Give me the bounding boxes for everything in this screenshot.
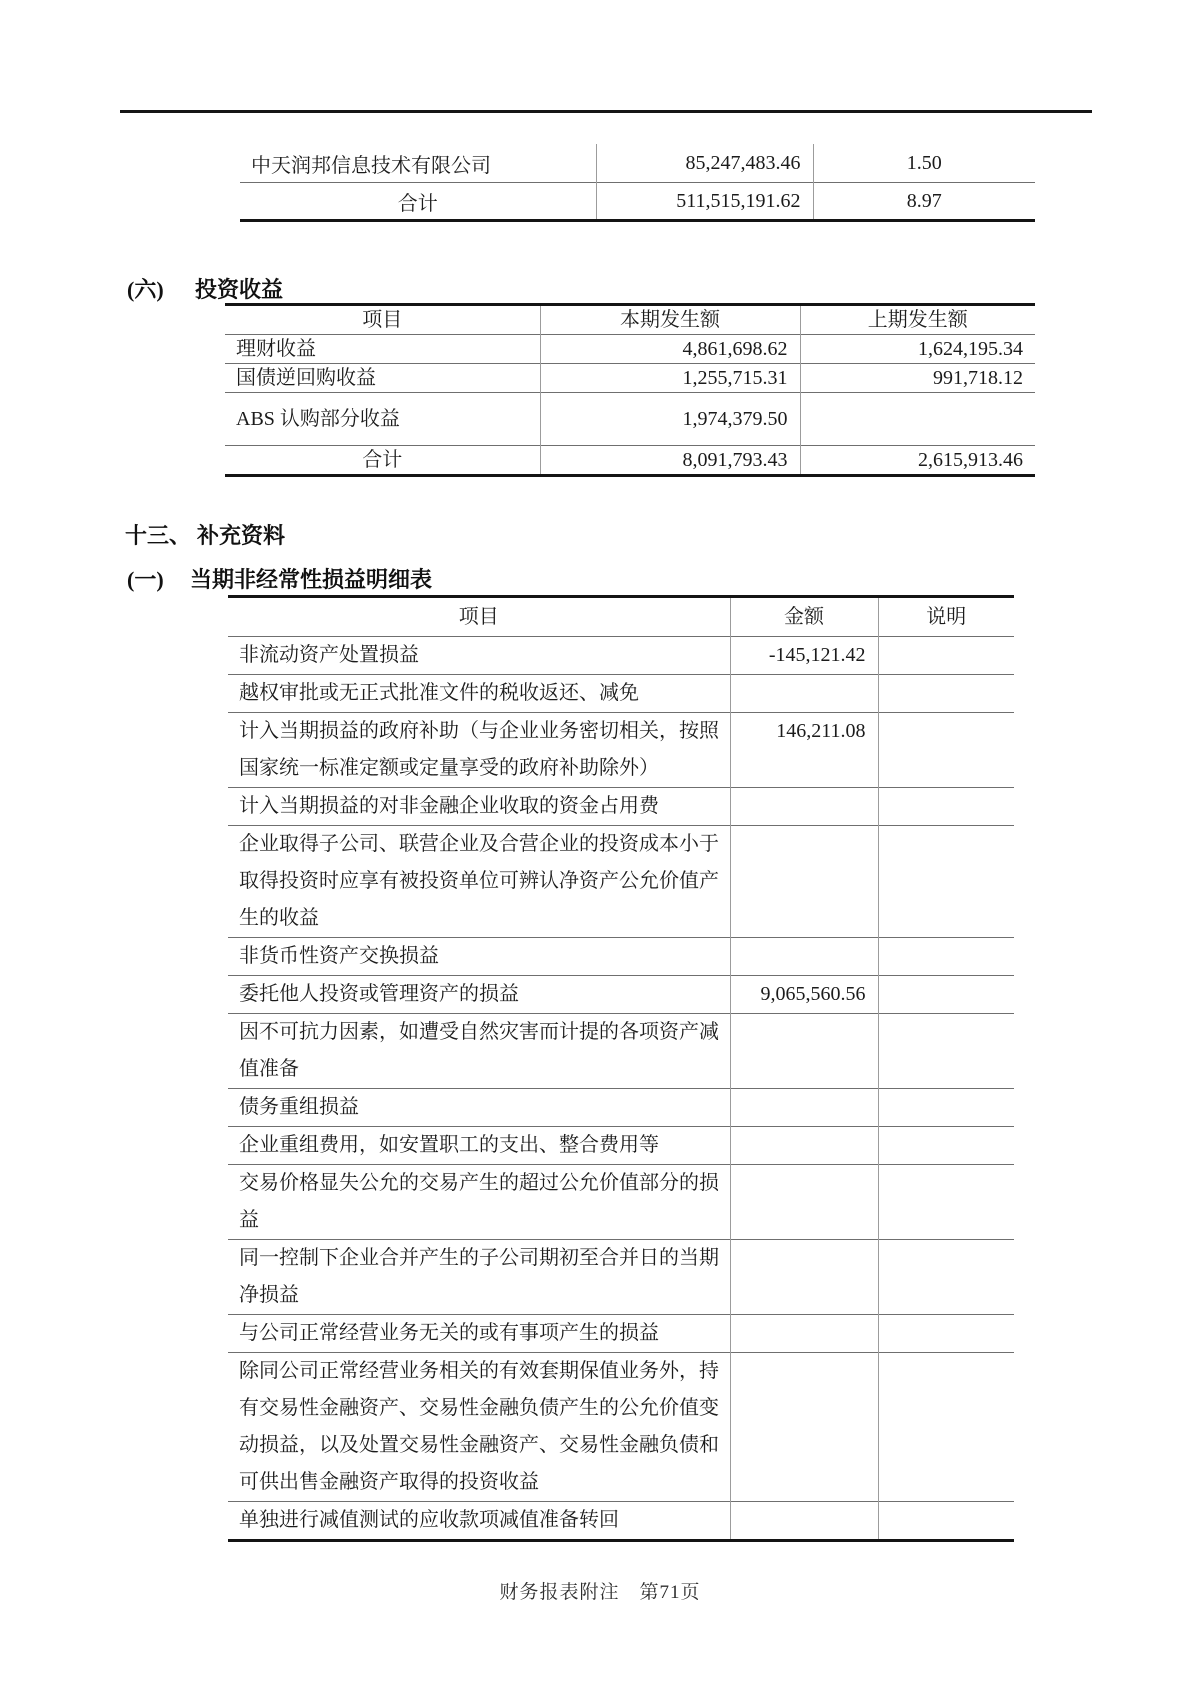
cell-amount: -145,121.42	[730, 637, 878, 675]
table-row	[228, 675, 1014, 713]
table-row	[225, 393, 1035, 446]
cell-note	[878, 1127, 1014, 1165]
cell-amount	[730, 675, 878, 713]
table-row	[225, 364, 1035, 393]
header-note: 说明	[878, 597, 1014, 637]
cell-note	[878, 1353, 1014, 1502]
cell-item: 企业取得子公司、联营企业及合营企业的投资成本小于取得投资时应享有被投资单位可辨认净资产公允价值产生的收益	[239, 833, 719, 929]
non-recurring-table	[228, 595, 1014, 1542]
table-row	[228, 1353, 1014, 1502]
cell-item: 单独进行减值测试的应收款项减值准备转回	[239, 1509, 619, 1531]
header-amount: 金额	[730, 597, 878, 637]
cell-note	[878, 938, 1014, 976]
table-row	[228, 713, 1014, 788]
section-non-recurring-heading	[127, 563, 432, 594]
cell-amount	[730, 938, 878, 976]
header-prior: 上期发生额	[800, 305, 1035, 335]
table-row	[228, 1165, 1014, 1240]
section-title: 投资收益	[195, 277, 284, 302]
cell-amount	[730, 826, 878, 938]
cell-note	[878, 637, 1014, 675]
table-row	[228, 1127, 1014, 1165]
cell-note	[878, 1165, 1014, 1240]
cell-note	[878, 1502, 1014, 1541]
cell-current: 4,861,698.62	[540, 335, 800, 364]
cell-amount: 511,515,191.62	[596, 183, 813, 221]
header-item: 项目	[362, 309, 403, 331]
cell-item: 合计	[397, 192, 438, 215]
page-header-rule	[120, 110, 1092, 113]
cell-note	[878, 1014, 1014, 1089]
continued-table	[240, 144, 1035, 222]
cell-amount: 85,247,483.46	[596, 144, 813, 183]
cell-item: 中天润邦信息技术有限公司	[251, 154, 491, 177]
cell-item: 委托他人投资或管理资产的损益	[239, 983, 519, 1005]
cell-ratio: 8.97	[813, 183, 1035, 221]
table-row	[228, 1502, 1014, 1541]
table-row	[228, 637, 1014, 675]
cell-amount	[730, 788, 878, 826]
cell-item: 越权审批或无正式批准文件的税收返还、减免	[239, 682, 639, 704]
cell-item: 理财收益	[236, 338, 316, 360]
table-row	[228, 938, 1014, 976]
section-title: 补充资料	[197, 523, 286, 548]
cell-note	[878, 1240, 1014, 1315]
table-total-row	[225, 446, 1035, 476]
cell-item: ABS 认购部分收益	[236, 408, 400, 430]
table-row	[228, 976, 1014, 1014]
cell-item: 合计	[362, 449, 403, 471]
section-marker: (六)	[127, 277, 164, 302]
table-header-row	[225, 305, 1035, 335]
cell-item: 债务重组损益	[239, 1096, 359, 1118]
cell-item: 国债逆回购收益	[236, 367, 376, 389]
cell-amount	[730, 1014, 878, 1089]
cell-amount	[730, 1089, 878, 1127]
table-row	[228, 788, 1014, 826]
cell-prior: 2,615,913.46	[800, 446, 1035, 476]
cell-current: 8,091,793.43	[540, 446, 800, 476]
cell-note	[878, 976, 1014, 1014]
cell-item: 因不可抗力因素，如遭受自然灾害而计提的各项资产减值准备	[239, 1021, 719, 1080]
cell-note	[878, 826, 1014, 938]
cell-note	[878, 1089, 1014, 1127]
cell-note	[878, 1315, 1014, 1353]
cell-note	[878, 788, 1014, 826]
cell-note	[878, 675, 1014, 713]
cell-amount	[730, 1353, 878, 1502]
cell-item: 与公司正常经营业务无关的或有事项产生的损益	[239, 1322, 659, 1344]
cell-current: 1,974,379.50	[540, 393, 800, 446]
cell-amount	[730, 1315, 878, 1353]
cell-item: 除同公司正常经营业务相关的有效套期保值业务外，持有交易性金融资产、交易性金融负债产生的公允价值变动损益，以及处置交易性金融资产、交易性金融负债和可供出售金融资产取得的投资收益	[239, 1360, 719, 1493]
table-total-row	[240, 183, 1035, 221]
section-investment-heading	[127, 273, 283, 304]
cell-amount	[730, 1165, 878, 1240]
table-row	[228, 826, 1014, 938]
cell-amount	[730, 1502, 878, 1541]
cell-current: 1,255,715.31	[540, 364, 800, 393]
cell-item: 非货币性资产交换损益	[239, 945, 439, 967]
cell-amount	[730, 1127, 878, 1165]
table-row	[228, 1240, 1014, 1315]
cell-amount	[730, 1240, 878, 1315]
cell-item: 非流动资产处置损益	[239, 644, 419, 666]
cell-note	[878, 713, 1014, 788]
section-supplement-heading	[125, 519, 285, 550]
table-header-row	[228, 597, 1014, 637]
section-marker: (一)	[127, 567, 164, 592]
section-title: 当期非经常性损益明细表	[190, 567, 433, 592]
table-row	[240, 144, 1035, 183]
cell-item: 同一控制下企业合并产生的子公司期初至合并日的当期净损益	[239, 1247, 719, 1306]
table-row	[228, 1014, 1014, 1089]
cell-prior: 1,624,195.34	[800, 335, 1035, 364]
cell-amount: 9,065,560.56	[730, 976, 878, 1014]
investment-income-table	[225, 303, 1035, 477]
cell-item: 企业重组费用，如安置职工的支出、整合费用等	[239, 1134, 659, 1156]
cell-prior	[800, 393, 1035, 446]
cell-ratio: 1.50	[813, 144, 1035, 183]
header-current: 本期发生额	[540, 305, 800, 335]
section-marker: 十三、	[125, 523, 192, 548]
cell-item: 计入当期损益的对非金融企业收取的资金占用费	[239, 795, 659, 817]
cell-prior: 991,718.12	[800, 364, 1035, 393]
table-row	[228, 1089, 1014, 1127]
cell-item: 交易价格显失公允的交易产生的超过公允价值部分的损益	[239, 1172, 719, 1231]
cell-amount: 146,211.08	[730, 713, 878, 788]
cell-item: 计入当期损益的政府补助（与企业业务密切相关，按照国家统一标准定额或定量享受的政府补助除外）	[239, 720, 719, 779]
header-item: 项目	[458, 605, 499, 628]
table-row	[228, 1315, 1014, 1353]
page-footer: 财务报表附注 第71页	[499, 1582, 701, 1603]
table-row	[225, 335, 1035, 364]
